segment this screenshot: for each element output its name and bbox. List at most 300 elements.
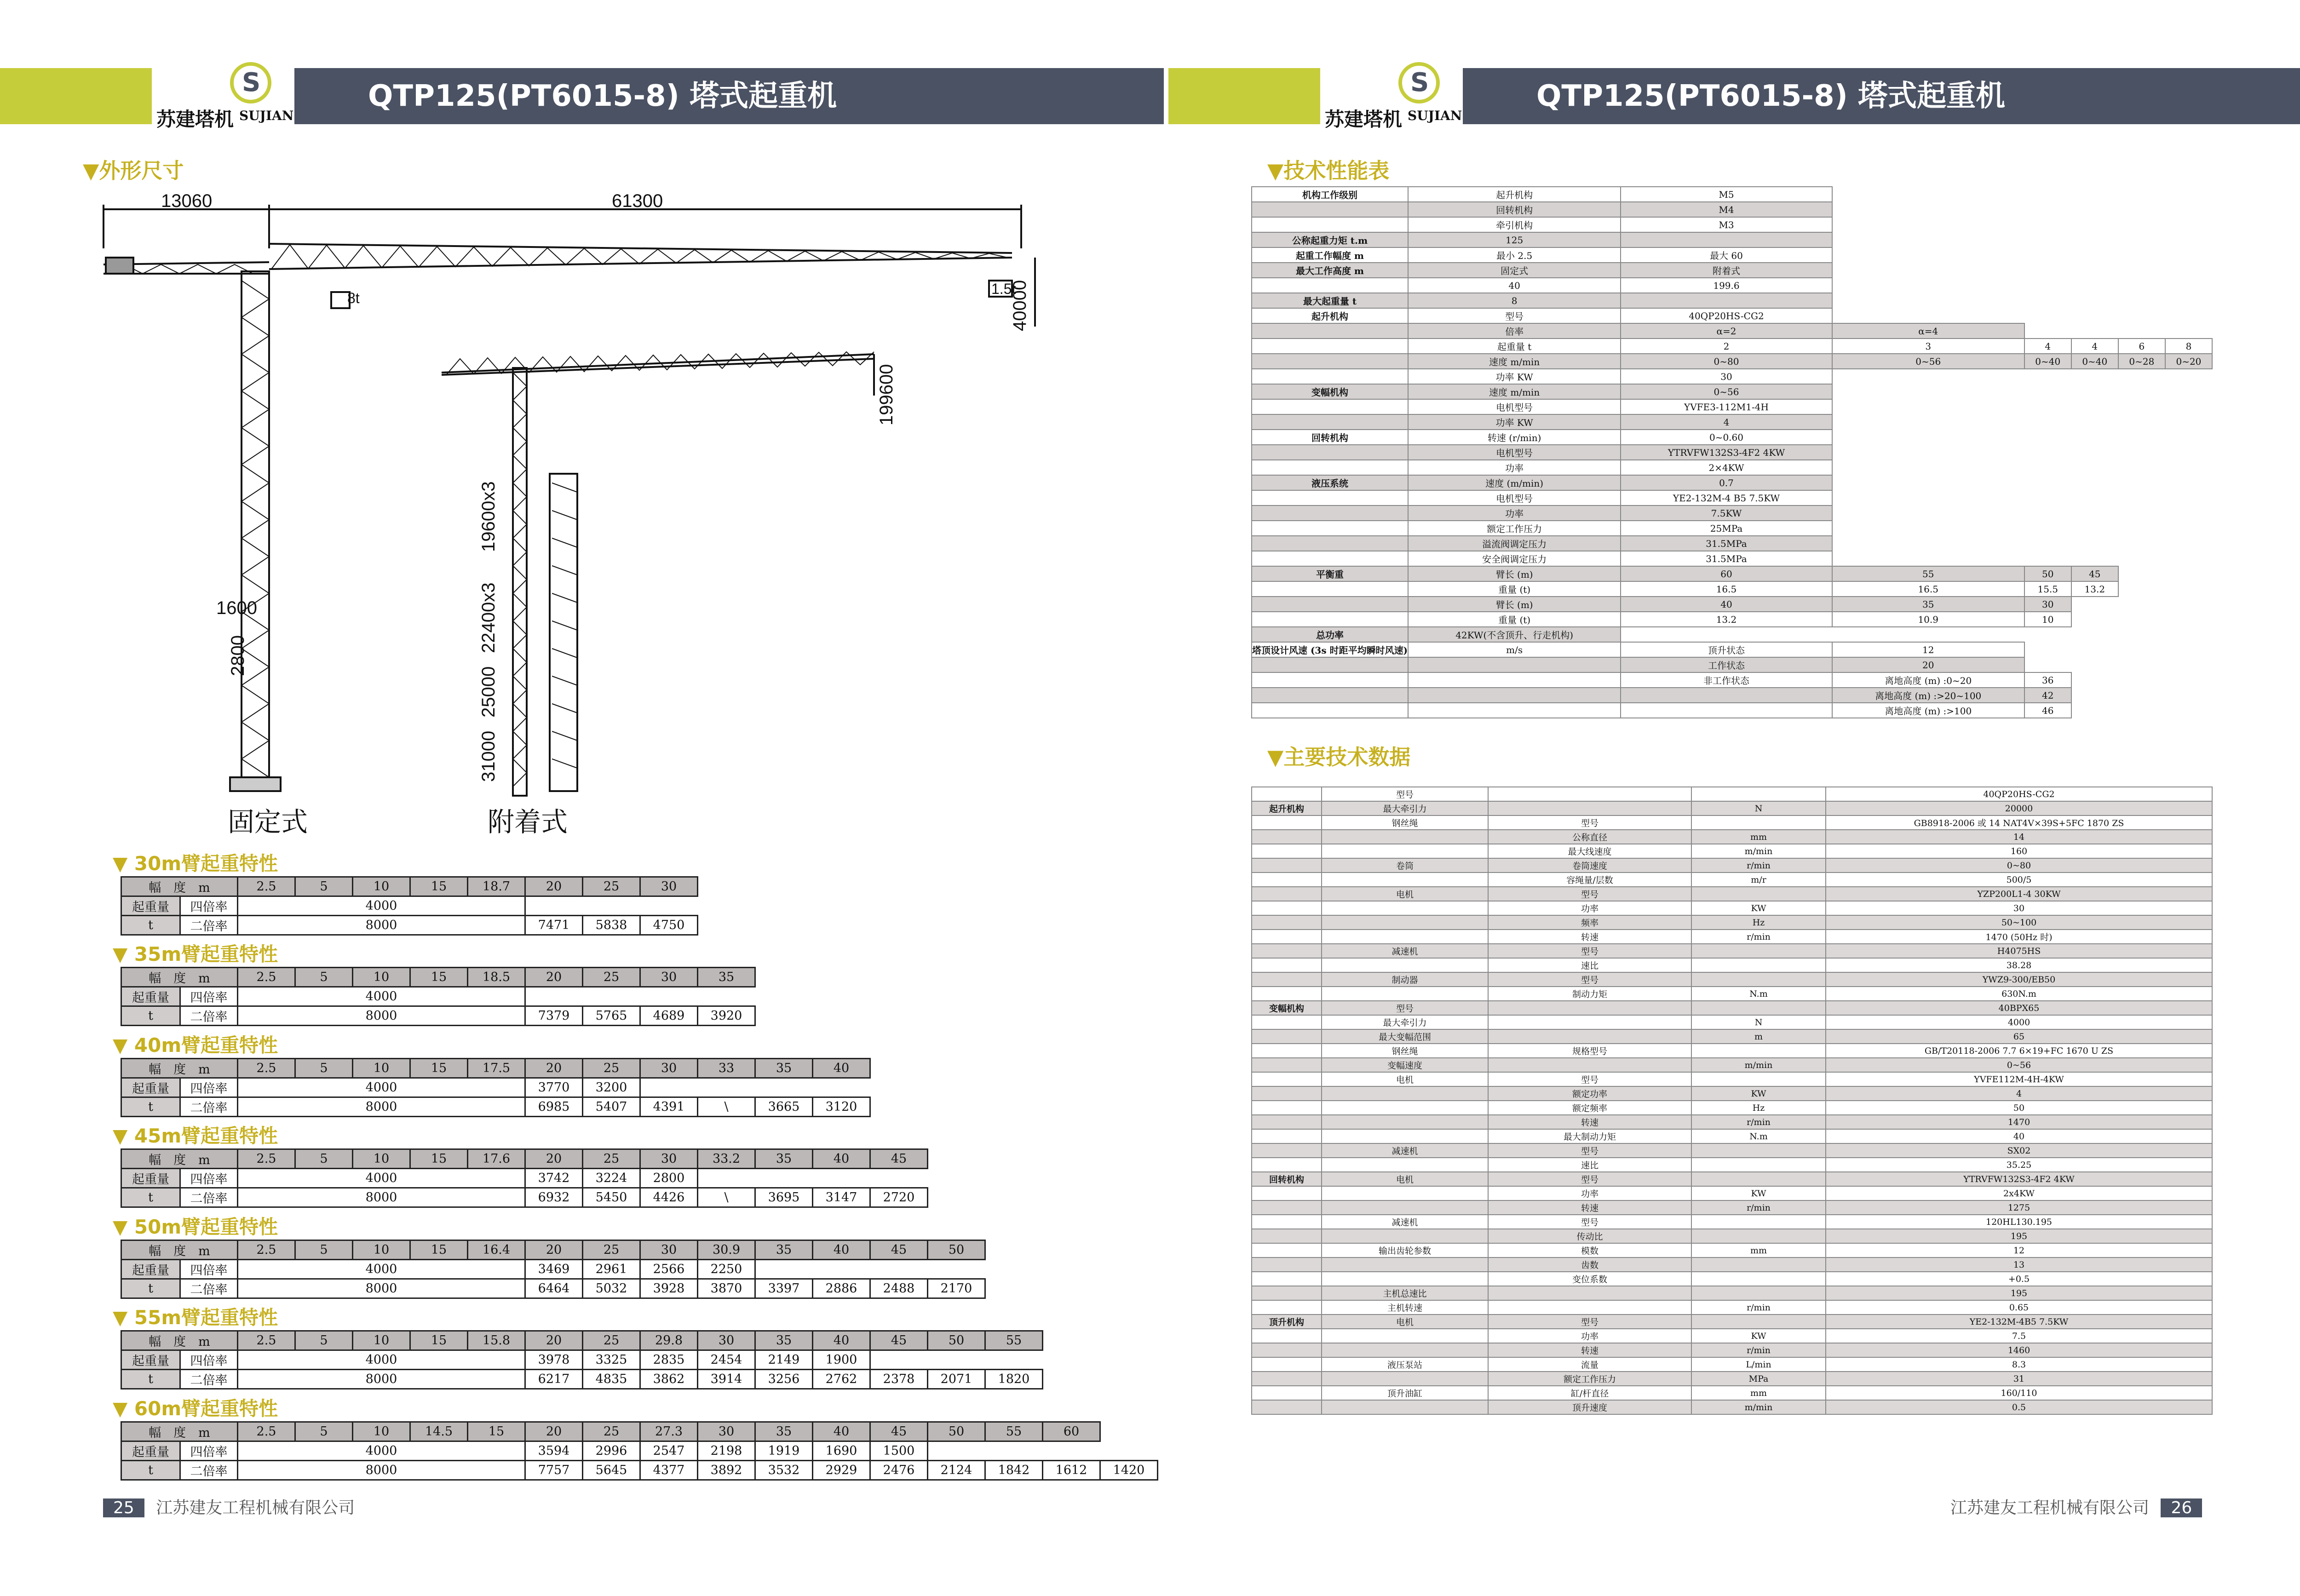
table-cell: 3770 [525, 1078, 583, 1097]
table-cell: 38.28 [1826, 958, 2212, 972]
table-cell [1322, 1229, 1488, 1243]
table-cell: 5 [295, 1149, 353, 1169]
table-cell [1252, 521, 1408, 536]
table-cell [1691, 787, 1826, 801]
table-cell [1691, 1315, 1826, 1329]
table-cell: 总功率 [1252, 627, 1408, 642]
table-cell: 35 [755, 1422, 813, 1441]
table-cell: 制动器 [1322, 972, 1488, 987]
table-cell: 13 [1826, 1257, 2212, 1272]
table-cell [1252, 1029, 1322, 1044]
table-cell [1322, 930, 1488, 944]
table-cell: 最大变幅范围 [1322, 1029, 1488, 1044]
table-cell: 3892 [698, 1461, 755, 1480]
table-cell: 2124 [928, 1461, 985, 1480]
table-cell: 5 [295, 877, 353, 896]
dim-section-2800: 2800 [228, 635, 248, 676]
caption-attached: 附着式 [488, 806, 568, 838]
table-row [1252, 1329, 2212, 1343]
table-cell: 四倍率 [180, 1350, 238, 1370]
table-cell: 40QP20HS-CG2 [1621, 308, 1832, 323]
table-cell: 35 [1832, 597, 2024, 612]
page-title-right: QTP125(PT6015-8) 塔式起重机 [1536, 79, 2006, 113]
table-cell: 电机 [1322, 887, 1488, 901]
table-cell: 容绳量/层数 [1488, 873, 1691, 887]
table-cell: 3469 [525, 1260, 583, 1279]
table-cell: 公称直径 [1488, 830, 1691, 844]
table-cell: 30 [640, 968, 698, 987]
table-cell [1252, 1243, 1322, 1257]
table-cell: 平衡重 [1252, 566, 1408, 581]
table-cell: 公称起重力矩 t.m [1252, 232, 1408, 247]
table-cell [1252, 445, 1408, 460]
table-cell: 离地高度 (m) :0~20 [1832, 672, 2024, 688]
table-row [1252, 1101, 2212, 1115]
table-row [121, 1169, 928, 1188]
table-cell: 溢流阀调定压力 [1408, 536, 1621, 551]
header-accent-right [1168, 68, 1320, 124]
table-cell: 离地高度 (m) :>100 [1832, 703, 2024, 718]
table-cell: 缸/杆直径 [1488, 1386, 1691, 1400]
table-cell: 5 [295, 968, 353, 987]
table-cell: 15 [410, 1240, 468, 1260]
table-row [1252, 521, 2212, 536]
table-cell: 4000 [238, 1350, 525, 1370]
crane-drawing [92, 189, 1058, 828]
table-cell: N.m [1691, 987, 1826, 1001]
table-cell: 3665 [755, 1097, 813, 1117]
footer-company: 江苏建友工程机械有限公司 [1950, 1498, 2150, 1517]
table-cell: 起升机构 [1408, 187, 1621, 202]
table-cell: m [1691, 1029, 1826, 1044]
table-cell [1252, 1115, 1322, 1129]
table-cell: 2454 [698, 1350, 755, 1370]
table-cell: KW [1691, 1329, 1826, 1343]
table-cell: 35 [755, 1331, 813, 1350]
table-cell: 40BPX65 [1826, 1001, 2212, 1015]
table-cell [1252, 972, 1322, 987]
table-cell: Hz [1691, 1101, 1826, 1115]
table-cell: 离地高度 (m) :>20~100 [1832, 688, 2024, 703]
table-row [1252, 801, 2212, 815]
table-cell: 45 [870, 1331, 928, 1350]
table-cell [1691, 1001, 1826, 1015]
table-cell: 6464 [525, 1279, 583, 1298]
table-cell [1488, 1300, 1691, 1315]
table-cell: 30 [640, 1149, 698, 1169]
table-row [121, 1188, 928, 1207]
table-cell [1322, 1086, 1488, 1101]
table-cell: 2.5 [238, 1240, 295, 1260]
table-cell: 8000 [238, 1370, 525, 1389]
table-cell [1252, 703, 1408, 718]
table-cell: 15 [468, 1422, 525, 1441]
table-cell: 4000 [238, 1260, 525, 1279]
table-cell: 0~40 [2071, 354, 2118, 369]
table-cell: \ [698, 1188, 755, 1207]
table-cell: 型号 [1488, 1172, 1691, 1186]
table-row [1252, 830, 2212, 844]
table-cell: 17.5 [468, 1059, 525, 1078]
table-cell: 3870 [698, 1279, 755, 1298]
table-cell: 5 [295, 1422, 353, 1441]
table-cell: M4 [1621, 202, 1832, 217]
table-row [121, 1097, 870, 1117]
table-cell [1252, 830, 1322, 844]
footer-company: 江苏建友工程机械有限公司 [156, 1498, 355, 1517]
table-cell: 4 [2024, 339, 2071, 354]
table-row [121, 1441, 1158, 1461]
table-cell [1252, 339, 1408, 354]
table-cell: t [121, 1279, 180, 1298]
table-cell: 型号 [1488, 887, 1691, 901]
table-row [1252, 384, 2212, 399]
table-cell: YVFE3-112M1-4H [1621, 399, 1832, 414]
table-cell: 2071 [928, 1370, 985, 1389]
table-cell: 15 [410, 1059, 468, 1078]
table-cell: 型号 [1322, 787, 1488, 801]
table-cell: 安全阀调定压力 [1408, 551, 1621, 566]
table-row [121, 1240, 985, 1260]
table-cell: 型号 [1488, 972, 1691, 987]
table-cell: 转速 [1488, 1115, 1691, 1129]
table-cell: 1470 (50Hz 时) [1826, 930, 2212, 944]
dim-jib-length: 61300 [612, 191, 663, 211]
table-cell: 30 [640, 877, 698, 896]
table-row [1252, 551, 2212, 566]
table-cell: 2762 [813, 1370, 870, 1389]
table-row [1252, 581, 2212, 597]
table-cell: 功率 KW [1408, 414, 1621, 430]
table-row [121, 896, 698, 916]
table-cell: 转速 [1488, 1200, 1691, 1215]
table-cell [1252, 1400, 1322, 1414]
brand-name-cn: 苏建塔机 [1325, 108, 1403, 131]
table-cell [1252, 930, 1322, 944]
table-cell: 0~56 [1621, 384, 1832, 399]
table-cell: 15.8 [468, 1331, 525, 1350]
table-cell: α=2 [1621, 323, 1832, 339]
table-cell: 起重工作幅度 m [1252, 247, 1408, 263]
load-table-title: ▼ 45m臂起重特性 [113, 1125, 278, 1147]
table-cell: r/min [1691, 930, 1826, 944]
table-cell: 二倍率 [180, 1461, 238, 1480]
table-cell: 主机总速比 [1322, 1286, 1488, 1300]
table-row [1252, 490, 2212, 505]
table-cell: 40 [813, 1240, 870, 1260]
table-row [1252, 688, 2212, 703]
table-cell: t [121, 1006, 180, 1026]
table-cell: H4075HS [1826, 944, 2212, 958]
table-cell: 40 [1621, 597, 1832, 612]
table-cell: 3120 [813, 1097, 870, 1117]
table-cell [1252, 815, 1322, 830]
table-cell: 附着式 [1621, 263, 1832, 278]
table-cell: 输出齿轮参数 [1322, 1243, 1488, 1257]
table-cell: 型号 [1488, 815, 1691, 830]
table-cell: 199.6 [1621, 278, 1832, 293]
table-cell: YTRVFW132S3-4F2 4KW [1621, 445, 1832, 460]
dim-section-1600: 1600 [216, 598, 257, 618]
table-cell: 125 [1408, 232, 1621, 247]
table-cell [1691, 1272, 1826, 1286]
dim-height-fixed: 40000 [1010, 280, 1030, 331]
table-cell: 2566 [640, 1260, 698, 1279]
table-row [121, 1006, 755, 1026]
table-cell: 40 [813, 1331, 870, 1350]
table-cell: 0~80 [1826, 858, 2212, 873]
table-row [121, 1279, 985, 1298]
table-row [1252, 703, 2212, 718]
table-cell: 转速 (r/min) [1408, 430, 1621, 445]
table-row [1252, 1200, 2212, 1215]
table-cell: 36 [2024, 672, 2071, 688]
table-cell: 起重量 [121, 1350, 180, 1370]
table-cell [1488, 1058, 1691, 1072]
table-cell: 25 [583, 1240, 640, 1260]
table-cell [1252, 657, 1408, 672]
table-cell: 1690 [813, 1441, 870, 1461]
table-cell: m/min [1691, 844, 1826, 858]
table-cell: 5407 [583, 1097, 640, 1117]
table-cell: N.m [1691, 1129, 1826, 1143]
dim-attach-2: 22400x3 [478, 582, 499, 653]
table-row [1252, 566, 2212, 581]
table-cell: 2149 [755, 1350, 813, 1370]
table-row [1252, 232, 2212, 247]
table-cell: 40QP20HS-CG2 [1826, 787, 2212, 801]
table-cell: m/min [1691, 1400, 1826, 1414]
table-cell: 4377 [640, 1461, 698, 1480]
table-cell [1691, 1072, 1826, 1086]
table-cell: 钢丝绳 [1322, 815, 1488, 830]
table-cell: 35 [755, 1240, 813, 1260]
page-number: 25 [103, 1498, 144, 1517]
table-cell: 25 [583, 968, 640, 987]
table-cell: 起重量 [121, 896, 180, 916]
table-row [1252, 278, 2212, 293]
table-cell: 回转机构 [1252, 430, 1408, 445]
table-cell: mm [1691, 1386, 1826, 1400]
table-cell: 2170 [928, 1279, 985, 1298]
table-row [1252, 1215, 2212, 1229]
table-cell: 型号 [1488, 1315, 1691, 1329]
table-cell [1322, 1200, 1488, 1215]
load-table-title: ▼ 60m臂起重特性 [113, 1397, 278, 1420]
table-cell: 7757 [525, 1461, 583, 1480]
table-row [1252, 414, 2212, 430]
table-cell [1408, 703, 1621, 718]
dim-attach-4: 31000 [478, 730, 499, 782]
table-cell: 3695 [755, 1188, 813, 1207]
table-cell: 25 [583, 877, 640, 896]
table-cell: 1470 [1826, 1115, 2212, 1129]
table-cell: 顶升状态 [1621, 642, 1832, 657]
table-cell [1691, 1229, 1826, 1243]
table-cell: t [121, 1370, 180, 1389]
table-cell: +0.5 [1826, 1272, 2212, 1286]
table-cell [1252, 672, 1408, 688]
table-cell: 10 [353, 1331, 410, 1350]
table-cell [1488, 1015, 1691, 1029]
table-cell: 30.9 [698, 1240, 755, 1260]
table-cell [1252, 278, 1408, 293]
table-row [1252, 844, 2212, 858]
table-cell: 120HL130.195 [1826, 1215, 2212, 1229]
table-cell [1408, 657, 1621, 672]
table-cell: 4000 [238, 987, 525, 1006]
table-cell: 2378 [870, 1370, 928, 1389]
table-row [1252, 1029, 2212, 1044]
table-row [1252, 1243, 2212, 1257]
table-cell: 18.7 [468, 877, 525, 896]
table-cell [1252, 597, 1408, 612]
table-cell: KW [1691, 1186, 1826, 1200]
table-cell: 最大牵引力 [1322, 1015, 1488, 1029]
table-cell: 13.2 [1621, 612, 1832, 627]
table-cell: 10 [353, 1422, 410, 1441]
table-cell [1252, 844, 1322, 858]
table-row [1252, 1186, 2212, 1200]
table-cell: 3862 [640, 1370, 698, 1389]
section-title-dimensions: ▼外形尺寸 [83, 158, 184, 183]
table-cell: 4000 [238, 1441, 525, 1461]
table-cell: 630N.m [1826, 987, 2212, 1001]
table-row [1252, 460, 2212, 475]
table-cell: 固定式 [1408, 263, 1621, 278]
table-cell: 50 [1826, 1101, 2212, 1115]
table-row [121, 1260, 985, 1279]
table-cell: 3 [1832, 339, 2024, 354]
table-cell [1691, 972, 1826, 987]
table-cell: 6932 [525, 1188, 583, 1207]
table-cell [1322, 1372, 1488, 1386]
table-cell: 电机型号 [1408, 490, 1621, 505]
table-cell: 电机 [1322, 1315, 1488, 1329]
table-cell [1691, 1286, 1826, 1300]
load-table [121, 1240, 986, 1299]
table-cell: 0~56 [1832, 354, 2024, 369]
table-cell: 27.3 [640, 1422, 698, 1441]
table-cell [1252, 536, 1408, 551]
table-cell: t [121, 1188, 180, 1207]
table-row [1252, 987, 2212, 1001]
table-cell: 0~0.60 [1621, 430, 1832, 445]
table-cell: 40 [1408, 278, 1621, 293]
table-cell: 20 [525, 1422, 583, 1441]
table-cell: 3224 [583, 1169, 640, 1188]
table-cell: 变幅速度 [1322, 1058, 1488, 1072]
table-cell: 1420 [1100, 1461, 1158, 1480]
table-cell [1252, 490, 1408, 505]
table-row [121, 1059, 870, 1078]
table-row [121, 1350, 1043, 1370]
table-cell: 5 [295, 1240, 353, 1260]
table-cell: 最大工作高度 m [1252, 263, 1408, 278]
table-cell: 30 [2024, 597, 2071, 612]
table-cell: 重量 (t) [1408, 612, 1621, 627]
table-cell: 35 [755, 1059, 813, 1078]
table-cell: 液压泵站 [1322, 1357, 1488, 1372]
table-cell [1322, 1257, 1488, 1272]
table-cell: 1460 [1826, 1343, 2212, 1357]
table-cell: 功率 KW [1408, 369, 1621, 384]
table-cell [1621, 703, 1832, 718]
table-cell: 5765 [583, 1006, 640, 1026]
table-cell: 20000 [1826, 801, 2212, 815]
table-cell [1252, 1329, 1322, 1343]
table-cell: r/min [1691, 1300, 1826, 1315]
table-row [1252, 1257, 2212, 1272]
table-row [1252, 1315, 2212, 1329]
table-cell: 工作状态 [1621, 657, 1832, 672]
table-cell: M3 [1621, 217, 1832, 232]
table-cell: 14.5 [410, 1422, 468, 1441]
table-cell: 转速 [1488, 930, 1691, 944]
table-cell: 频率 [1488, 915, 1691, 930]
table-cell [1252, 1286, 1322, 1300]
table-cell: 50 [928, 1331, 985, 1350]
table-cell: 2 [1621, 339, 1832, 354]
table-cell: 速比 [1488, 1158, 1691, 1172]
table-cell: 20 [525, 1331, 583, 1350]
section-title-performance: ▼技术性能表 [1267, 158, 1390, 183]
table-row [1252, 263, 2212, 278]
table-cell: 0.5 [1826, 1400, 2212, 1414]
footer-left [97, 1495, 355, 1518]
table-cell [1252, 1372, 1322, 1386]
table-cell: t [121, 916, 180, 935]
table-cell [1252, 688, 1408, 703]
table-row [121, 1422, 1158, 1441]
header-bar-right [1463, 68, 2300, 124]
table-cell [1252, 1386, 1322, 1400]
table-cell: 8000 [238, 1188, 525, 1207]
table-cell: 8 [2165, 339, 2212, 354]
table-cell: 最大线速度 [1488, 844, 1691, 858]
table-row [1252, 944, 2212, 958]
table-cell [1322, 873, 1488, 887]
table-cell [1252, 958, 1322, 972]
table-cell: 5 [295, 1331, 353, 1350]
table-row [1252, 642, 2212, 657]
table-cell: 型号 [1488, 1143, 1691, 1158]
table-cell [1488, 1029, 1691, 1044]
table-cell: 顶升机构 [1252, 1315, 1322, 1329]
table-row [121, 1461, 1158, 1480]
table-cell: 8000 [238, 1461, 525, 1480]
table-cell [1691, 1172, 1826, 1186]
table-cell: 2.5 [238, 968, 295, 987]
table-cell: 2800 [640, 1169, 698, 1188]
table-row [1252, 369, 2212, 384]
table-cell: 速度 m/min [1408, 354, 1621, 369]
table-row [1252, 1129, 2212, 1143]
table-row [1252, 1001, 2212, 1015]
table-cell: mm [1691, 830, 1826, 844]
table-row [1252, 1044, 2212, 1058]
dim-height-attached: 199600 [876, 364, 897, 425]
table-cell: 14 [1826, 830, 2212, 844]
table-cell: 7.5 [1826, 1329, 2212, 1343]
table-row [121, 968, 755, 987]
table-row [1252, 323, 2212, 339]
table-cell [1322, 1129, 1488, 1143]
table-cell: 33.2 [698, 1149, 755, 1169]
table-cell [1252, 323, 1408, 339]
table-row [1252, 1386, 2212, 1400]
table-cell: 10 [353, 877, 410, 896]
